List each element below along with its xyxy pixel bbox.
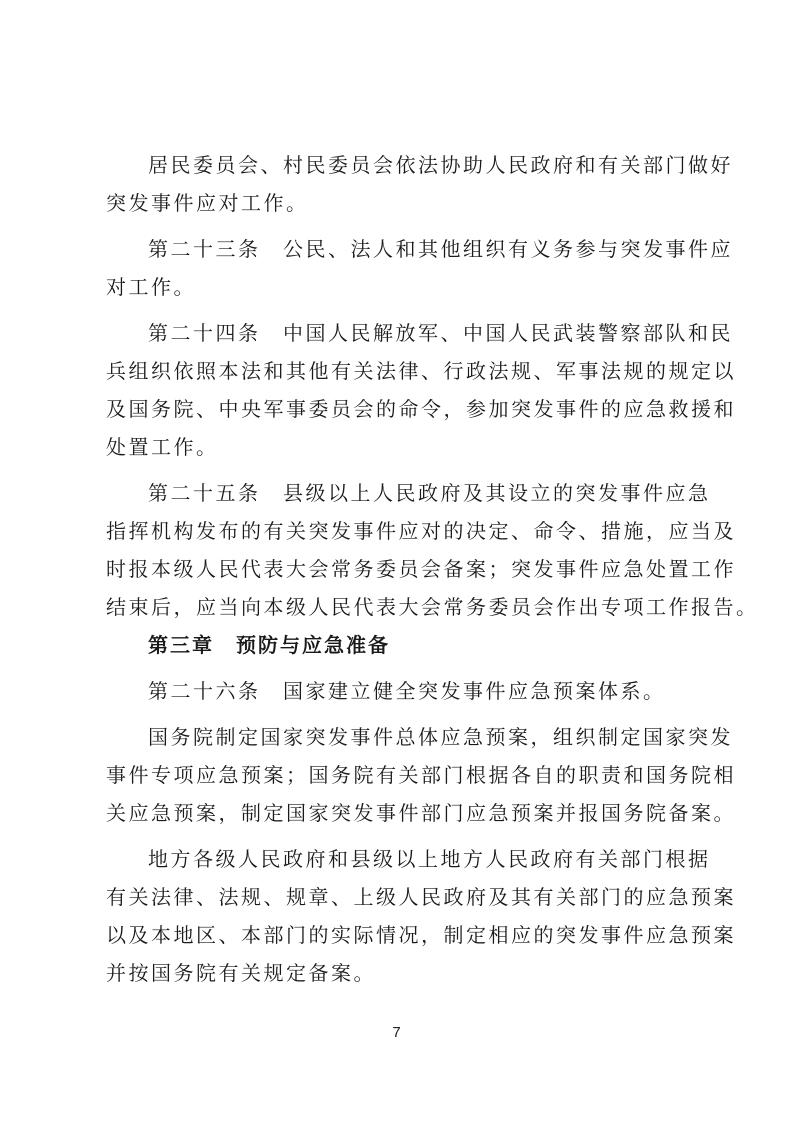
paragraph-line: 有关法律、法规、规章、上级人民政府及其有关部门的应急预案 [106, 885, 736, 909]
paragraph-line: 以及本地区、本部门的实际情况，制定相应的突发事件应急预案 [106, 923, 736, 947]
paragraph-line: 并按国务院有关规定备案。 [106, 961, 376, 985]
paragraph [106, 146, 733, 222]
paragraph-line: 对工作。 [106, 275, 196, 299]
paragraph-line: 突发事件应对工作。 [106, 191, 309, 215]
article-26 [106, 672, 696, 710]
article-24 [106, 314, 736, 466]
chapter-title: 第三章 预防与应急准备 [148, 633, 390, 657]
paragraph-line: 指挥机构发布的有关突发事件应对的决定、命令、措施，应当及 [106, 519, 736, 543]
paragraph [106, 840, 736, 992]
page-number: 7 [392, 1024, 401, 1041]
article-23 [106, 230, 733, 306]
paragraph-line: 结束后，应当向本级人民代表大会常务委员会作出专项工作报告。 [106, 595, 759, 619]
paragraph [106, 718, 736, 832]
paragraph-line: 居民委员会、村民委员会依法协助人民政府和有关部门做好 [148, 153, 733, 177]
paragraph-line: 事件专项应急预案；国务院有关部门根据各自的职责和国务院相 [106, 763, 736, 787]
paragraph-line: 国务院制定国家突发事件总体应急预案，组织制定国家突发 [148, 725, 733, 749]
paragraph-line: 地方各级人民政府和县级以上地方人民政府有关部门根据 [148, 847, 711, 871]
paragraph-line: 时报本级人民代表大会常务委员会备案；突发事件应急处置工作 [106, 557, 736, 581]
paragraph-line: 处置工作。 [106, 435, 219, 459]
document-body [106, 146, 759, 992]
paragraph-line: 第二十五条 县级以上人民政府及其设立的突发事件应急 [148, 481, 711, 505]
paragraph-line: 关应急预案，制定国家突发事件部门应急预案并报国务院备案。 [106, 801, 736, 825]
article-25 [106, 474, 759, 626]
chapter-heading [106, 626, 696, 664]
paragraph-line: 第二十四条 中国人民解放军、中国人民武装警察部队和民 [148, 321, 733, 345]
paragraph-line: 及国务院、中央军事委员会的命令，参加突发事件的应急救援和 [106, 397, 736, 421]
paragraph-line: 兵组织依照本法和其他有关法律、行政法规、军事法规的规定以 [106, 359, 736, 383]
paragraph-line: 第二十六条 国家建立健全突发事件应急预案体系。 [148, 679, 666, 703]
paragraph-line: 第二十三条 公民、法人和其他组织有义务参与突发事件应 [148, 237, 733, 261]
